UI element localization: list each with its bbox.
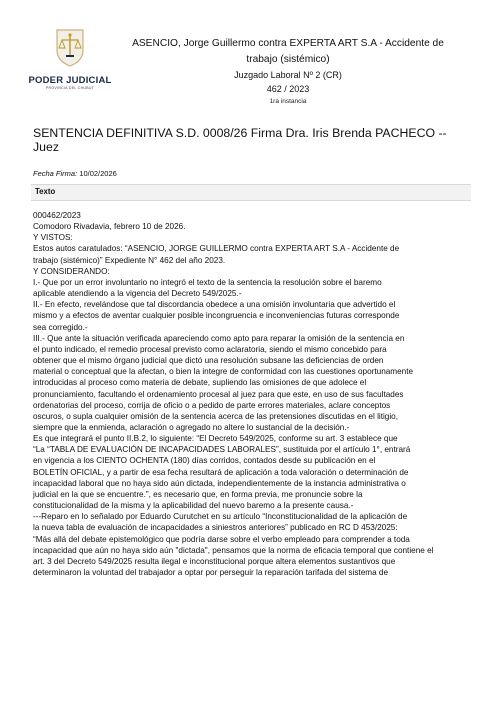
body-line: el punto indicado, el remedio procesal previsto como aclaratoria, siendo el mismo concebido para xyxy=(33,344,387,354)
document-header xyxy=(0,0,500,110)
body-line: 000462/2023 xyxy=(33,211,81,220)
body-line: material o conceptual que la afectan, o bien la integre de conformidad con las cuestiones oportunamente xyxy=(33,367,414,377)
body-line: trabajo (sistémico)” Expediente N° 462 del año 2023. xyxy=(33,255,226,265)
logo-text: PODER JUDICIAL xyxy=(28,75,112,86)
body-line: BOLETÍN OFICIAL, y a partir de esa fecha resultará de aplicación a toda valoración o determinación de xyxy=(33,467,409,477)
body-line: Y VISTOS: xyxy=(33,233,73,243)
body-line: en vigencia a los CIENTO OCHENTA (180) días corridos, contados desde su publicación en el xyxy=(33,456,376,466)
body-line: incapacidad laboral que no haya sido aún dictada, independientemente de la instancia administrativa o xyxy=(33,478,406,488)
body-line: oscuros, o supla cualquier omisión de la sentencia acerca de las pretensiones discutidas en el litigio, xyxy=(33,411,399,421)
body-line: obtener que el mismo órgano judicial que dictó una resolución subsane las deficiencias de orden xyxy=(33,356,384,366)
poder-judicial-logo xyxy=(28,28,112,98)
body-line: II.- En efecto, revelándose que tal discordancia obedece a una omisión involuntaria que advertido el xyxy=(33,300,396,310)
body-line: constitucionalidad de la misma y la aplicabilidad del nuevo baremo a la presente causa.- xyxy=(33,501,354,511)
body-line: “Más allá del debate epistemológico que podría darse sobre el verbo empleado para comprender a toda xyxy=(33,534,410,544)
instance-label: 1ra instancia xyxy=(269,98,307,105)
section-label: Texto xyxy=(35,187,56,196)
body-line: Y CONSIDERANDO: xyxy=(33,266,110,276)
body-line: III.- Que ante la situación verificada apareciendo como apto para reparar la omisión de la sentencia en xyxy=(33,333,405,343)
body-line: Estos autos caratulados: “ASENCIO, JORGE GUILLERMO contra EXPERTA ART S.A - Accidente de xyxy=(33,244,400,254)
body-line: I.- Que por un error involuntario no integró el texto de la sentencia la resolución sobre el baremo xyxy=(33,277,382,287)
signature-date-label: Fecha Firma: xyxy=(33,169,78,178)
body-line: siempre que la enmienda, aclaración o agregado no altere lo sustancial de la decisión.- xyxy=(33,422,350,432)
scales-emblem-icon xyxy=(53,28,87,68)
logo-subtext: PROVINCIA DEL CHUBUT xyxy=(45,86,95,90)
section-header-bar xyxy=(31,184,471,201)
body-line: pronunciamiento, facultando el ordenamiento procesal al juez para que este, en uso de sus facultades xyxy=(33,389,404,399)
body-line: la nueva tabla de evaluación de incapacidades a siniestros anteriores” publicado en RC D 453/2025: xyxy=(33,523,398,533)
sentence-title: SENTENCIA DEFINITIVA S.D. 0008/26 Firma Dra. Iris Brenda PACHECO -- Juez xyxy=(33,126,447,154)
case-title-line2: trabajo (sistémico) xyxy=(246,54,330,65)
body-line: judicial en la que se encuentre.”, es necesario que, en forma previa, me pronuncie sobre la xyxy=(33,489,363,499)
court-name: Juzgado Laboral Nº 2 (CR) xyxy=(234,70,342,80)
body-line: incapacidad que aún no haya sido aún "dictada", pensamos que la norma de eficacia temporal que contiene el xyxy=(33,545,434,555)
body-line: mismo y a efectos de aventar cualquier posible incongruencia e inconveniencias futuras corresponde xyxy=(33,311,400,321)
body-line: sea corregido.- xyxy=(33,322,88,332)
case-caption xyxy=(118,36,458,108)
body-line: ---Reparo en lo señalado por Eduardo Curutchet en su artículo “Inconstitucionalidad de la aplicación de xyxy=(33,512,408,522)
signature-date-value: 10/02/2026 xyxy=(79,169,117,178)
body-line: Es que integrará el punto II.B.2, lo siguiente: “El Decreto 549/2025, conforme su art. 3 establece que xyxy=(33,434,398,444)
body-line: “La “TABLA DE EVALUACIÓN DE INCAPACIDADES LABORALES”, sustituida por el artículo 1°, entrará xyxy=(33,445,411,455)
case-number: 462 / 2023 xyxy=(266,84,310,94)
body-line: aplicable atendiendo a la vigencia del Decreto 549/2025.- xyxy=(33,289,242,299)
body-line: ordenatorias del proceso, corrija de oficio o a pedido de parte errores materiales, aclare conceptos xyxy=(33,400,391,410)
case-title-line1: ASENCIO, Jorge Guillermo contra EXPERTA ART S.A - Accidente de xyxy=(132,38,444,49)
body-line: art. 3 del Decreto 549/2025 resulta ilegal e inconstitucional porque altera elementos sustantivos que xyxy=(33,556,396,566)
body-line: Comodoro Rivadavia, febrero 10 de 2026. xyxy=(33,222,186,232)
body-line: introducidas al proceso como materia de debate, supliendo las omisiones de que adolece el xyxy=(33,378,367,388)
signature-date xyxy=(33,169,117,178)
sentence-body xyxy=(33,210,473,578)
body-line: determinaron la voluntad del trabajador a optar por perseguir la reparación tarifada del sistema de xyxy=(33,568,389,577)
